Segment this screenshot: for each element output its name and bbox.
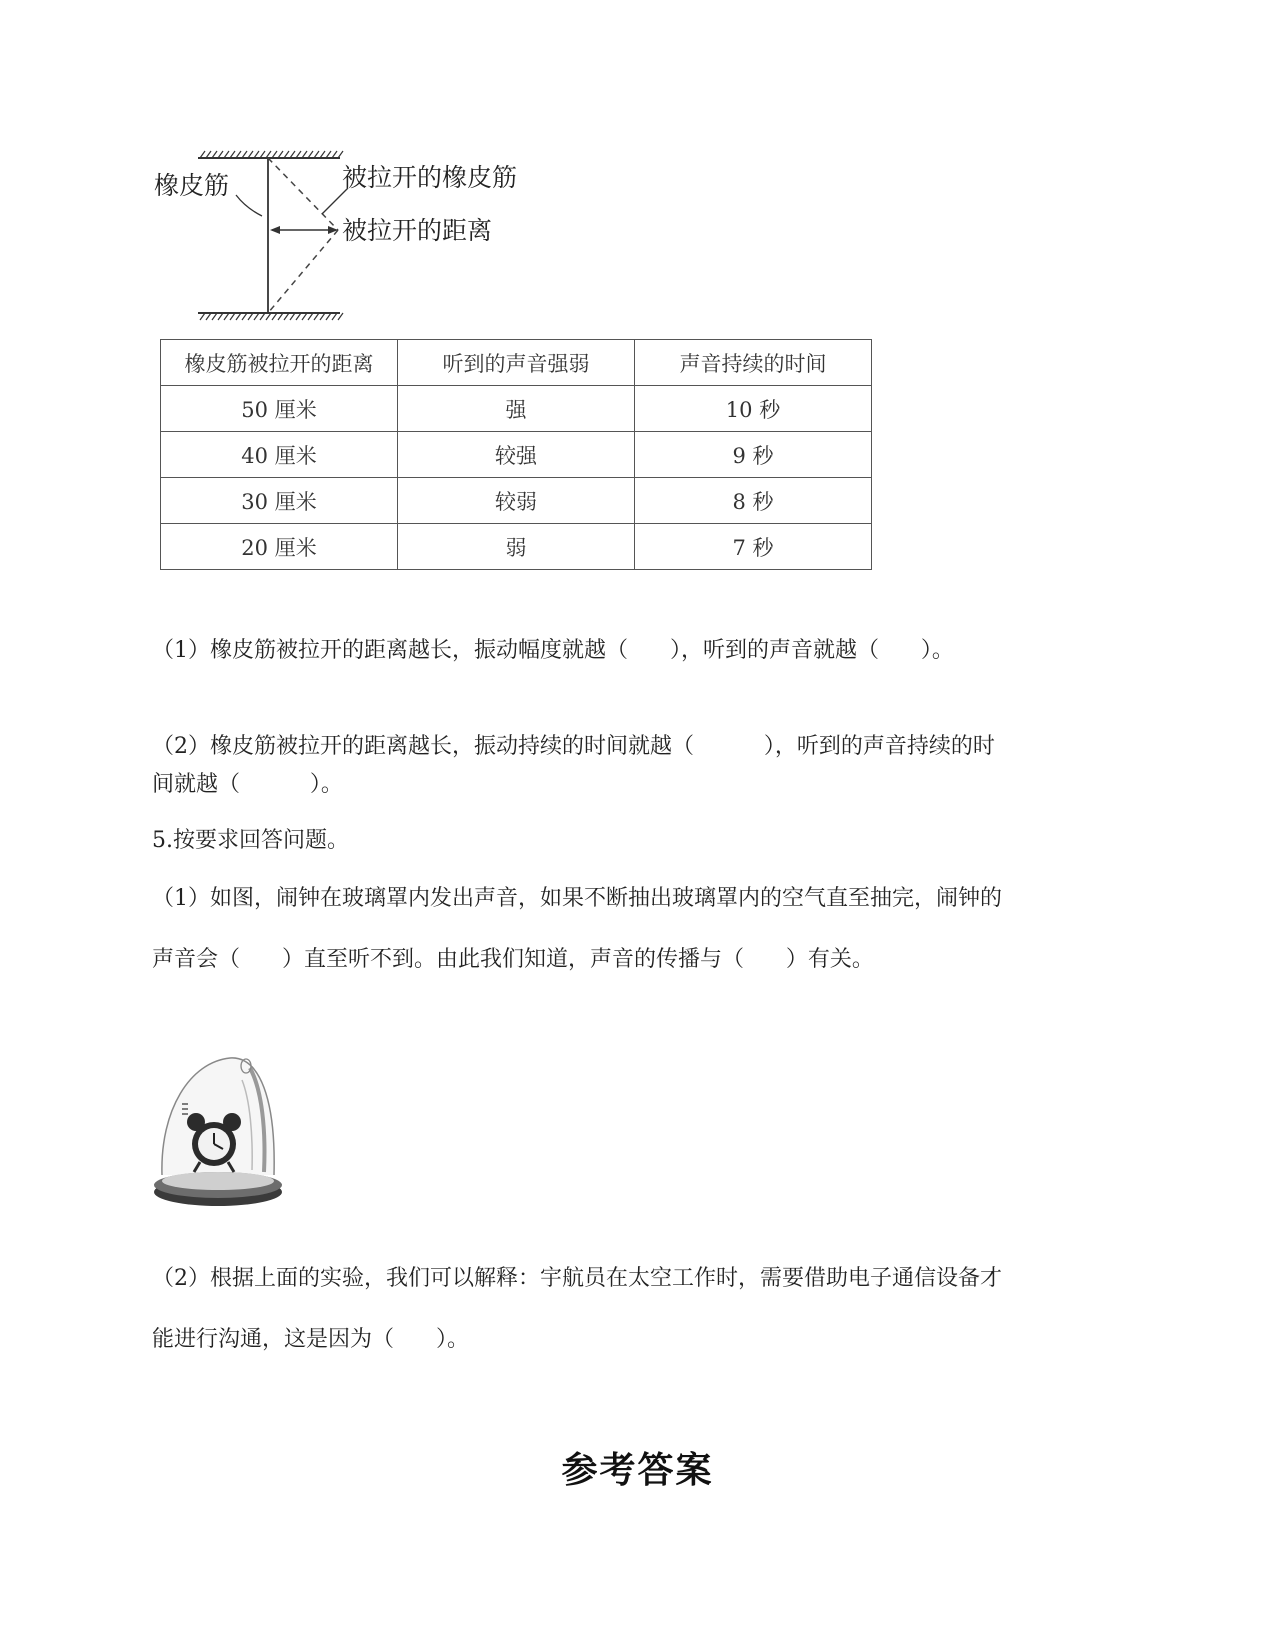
table-cell: 强	[398, 386, 635, 432]
answer-section-title: 参考答案	[561, 1449, 714, 1491]
results-table	[160, 339, 872, 570]
rubber-band-diagram	[150, 148, 570, 328]
table-cell: 10 秒	[635, 386, 872, 432]
question-4-2-line1: （2）橡皮筋被拉开的距离越长，振动持续的时间就越（ ），听到的声音持续的时	[152, 734, 995, 759]
table-row	[161, 432, 872, 478]
table-cell: 8 秒	[635, 478, 872, 524]
stretched-distance-label: 被拉开的距离	[342, 216, 493, 245]
table-cell: 较弱	[398, 478, 635, 524]
question-4-2-line2: 间就越（ ）。	[152, 772, 343, 797]
table-cell: 20 厘米	[161, 524, 398, 570]
header-duration: 声音持续的时间	[635, 340, 872, 386]
table-cell: 9 秒	[635, 432, 872, 478]
question-5-2-line1: （2）根据上面的实验，我们可以解释：宇航员在太空工作时，需要借助电子通信设备才	[152, 1266, 1002, 1291]
table-cell: 较强	[398, 432, 635, 478]
header-distance: 橡皮筋被拉开的距离	[161, 340, 398, 386]
table-cell: 40 厘米	[161, 432, 398, 478]
question-5-1-line1: （1）如图，闹钟在玻璃罩内发出声音，如果不断抽出玻璃罩内的空气直至抽完，闹钟的	[152, 886, 1002, 911]
question-5-1-line2: 声音会（ ）直至听不到。由此我们知道，声音的传播与（ ）有关。	[152, 947, 874, 972]
table-header-row	[161, 340, 872, 386]
bell-jar-alarm-clock-image	[150, 1040, 290, 1220]
table-row	[161, 386, 872, 432]
table-cell: 弱	[398, 524, 635, 570]
table-row	[161, 478, 872, 524]
header-loudness: 听到的声音强弱	[398, 340, 635, 386]
question-4-1: （1）橡皮筋被拉开的距离越长，振动幅度就越（ ），听到的声音就越（ ）。	[152, 638, 954, 663]
question-5-title: 5.按要求回答问题。	[152, 828, 349, 853]
rubber-band-label: 橡皮筋	[154, 171, 230, 200]
table-cell: 30 厘米	[161, 478, 398, 524]
table-cell: 50 厘米	[161, 386, 398, 432]
stretched-band-label: 被拉开的橡皮筋	[342, 163, 518, 192]
table-row	[161, 524, 872, 570]
question-5-2-line2: 能进行沟通，这是因为（ ）。	[152, 1327, 469, 1352]
table-cell: 7 秒	[635, 524, 872, 570]
